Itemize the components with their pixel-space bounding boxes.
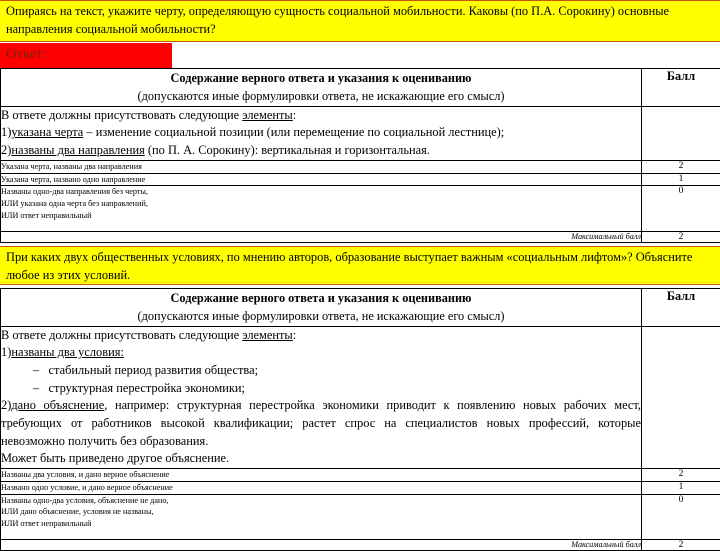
table-2-answer-item-1-rest: : [120, 345, 123, 359]
table-2-max-label: Максимальный балл [1, 540, 642, 551]
table-row [1, 494, 720, 540]
table-1-answer-item-2 [1, 142, 641, 160]
table-2-criterion-2-score: 0 [642, 494, 720, 540]
table-2-header-score: Балл [642, 289, 720, 327]
question-1-band [0, 0, 720, 42]
question-1-text: Опираясь на текст, укажите черту, определяющую сущность социальной мобильности. Каковы (по П.А. Сорокину) основные направления социальной мобильности? [6, 4, 669, 36]
table-1-answer-content [1, 106, 642, 160]
table-2-answer-dash-1-marker: – [33, 363, 39, 377]
table-1-criterion-0-score: 2 [642, 160, 720, 173]
table-1-header-row [1, 69, 720, 107]
table-2-max-score: 2 [642, 540, 720, 551]
table-2-answer-intro [1, 327, 641, 345]
table-2-answer-item-1-num: 1) [1, 345, 11, 359]
table-1-answer-intro-keyword: элементы [242, 108, 293, 122]
table-1-answer-item-2-keyword: названы два направления [11, 143, 144, 157]
table-1-criterion-2-line-2: ИЛИ ответ неправильный [1, 210, 641, 222]
table-1-criterion-1-text: Указана черта, названо одно направление [1, 173, 642, 186]
question-2-band [0, 246, 720, 285]
table-1-header-content [1, 69, 642, 107]
table-2-answer-closing: Может быть приведено другое объяснение. [1, 450, 641, 468]
table-2-answer-item-2-keyword: дано объяснение [11, 398, 104, 412]
table-1-answer-item-2-rest: (по П. А. Сорокину): вертикальная и горизонтальная. [145, 143, 430, 157]
table-2-header-row [1, 289, 720, 327]
question-2-text: При каких двух общественных условиях, по мнению авторов, образование выступает важным «социальным лифтом»? Объясните любое из этих условий. [6, 250, 692, 282]
table-2-max-row [1, 540, 720, 551]
table-1-criterion-2-spacer [1, 222, 641, 231]
table-1-criterion-1-score: 1 [642, 173, 720, 186]
table-2-answer-dash-2-text: структурная перестройка экономики; [49, 381, 245, 395]
table-2-answer-item-2-num: 2) [1, 398, 11, 412]
table-1-answer-intro [1, 107, 641, 125]
table-1-answer-item-1-num: 1) [1, 125, 11, 139]
table-2-header-content [1, 289, 642, 327]
table-1-answer-item-2-num: 2) [1, 143, 11, 157]
criteria-table-1 [0, 68, 720, 243]
table-2-criterion-0-score: 2 [642, 468, 720, 481]
table-2-answer-item-2-rest: , например: структурная перестройка экономики приводит к появлению новых рабочих мест, требующих от работников высокой квалификации; растет спрос на специалистов новых профессий, которые невозможно получить без образования. [1, 398, 641, 447]
table-2-criterion-1-score: 1 [642, 481, 720, 494]
table-row [1, 160, 720, 173]
table-2-criterion-2-line-2: ИЛИ ответ неправильный [1, 518, 641, 530]
table-2-answer-dash-2-marker: – [33, 381, 39, 395]
table-row [1, 186, 720, 232]
table-2-answer-item-1 [1, 344, 641, 362]
table-row [1, 173, 720, 186]
table-row [1, 468, 720, 481]
table-1-max-row [1, 232, 720, 243]
table-1-header-score: Балл [642, 69, 720, 107]
table-2-answer-row [1, 326, 720, 468]
table-2-answer-item-1-keyword: названы два условия [11, 345, 120, 359]
table-2-answer-dash-1-text: стабильный период развития общества; [49, 363, 259, 377]
table-1-header-content-sub: (допускаются иные формулировки ответа, не искажающие его смысл) [1, 87, 641, 105]
table-2-criterion-1-text: Названо одно условие, и дано верное объяснение [1, 481, 642, 494]
table-2-answer-content [1, 326, 642, 468]
table-1-answer-item-1-keyword: указана черта [11, 125, 83, 139]
table-2-answer-dash-1 [1, 362, 641, 380]
table-2-header-content-title: Содержание верного ответа и указания к оцениванию [1, 289, 641, 307]
table-1-criterion-2-text [1, 186, 642, 232]
table-1-criterion-2-score: 0 [642, 186, 720, 232]
table-2-answer-dash-2 [1, 380, 641, 398]
table-2-criterion-0-text: Названы два условия, и дано верное объяснение [1, 468, 642, 481]
table-2-criterion-2-line-1: ИЛИ дано объяснение, условия не названы, [1, 506, 641, 518]
table-2-answer-item-2 [1, 397, 641, 450]
table-2-criterion-2-spacer [1, 530, 641, 539]
table-1-header-content-title: Содержание верного ответа и указания к оцениванию [1, 69, 641, 87]
table-1-criterion-2-line-0: Названы одно-два направления без черты, [1, 186, 641, 198]
table-1-answer-intro-colon: : [293, 108, 296, 122]
table-1-criterion-2-line-1: ИЛИ указана одна черта без направлений, [1, 198, 641, 210]
table-1-answer-item-1 [1, 124, 641, 142]
table-1-answer-item-1-rest: – изменение социальной позиции (или перемещение по социальной лестнице); [83, 125, 504, 139]
table-2-criterion-2-text [1, 494, 642, 540]
table-1-max-score: 2 [642, 232, 720, 243]
table-1-max-label: Максимальный балл [1, 232, 642, 243]
table-1-answer-row [1, 106, 720, 160]
table-1-answer-intro-lead: В ответе должны присутствовать следующие [1, 108, 242, 122]
table-1-criterion-0-text: Указана черта, названы два направления [1, 160, 642, 173]
table-2-answer-intro-colon: : [293, 328, 296, 342]
table-2-criterion-2-line-0: Названы одно-два условия, объяснение не дано, [1, 495, 641, 507]
table-1-answer-score [642, 106, 720, 160]
criteria-table-2 [0, 288, 720, 551]
table-2-answer-intro-keyword: элементы [242, 328, 293, 342]
table-2-answer-intro-lead: В ответе должны присутствовать следующие [1, 328, 242, 342]
table-2-header-content-sub: (допускаются иные формулировки ответа, не искажающие его смысл) [1, 307, 641, 325]
table-2-answer-score [642, 326, 720, 468]
table-row [1, 481, 720, 494]
answer-label-text: Ответ: [6, 47, 47, 62]
